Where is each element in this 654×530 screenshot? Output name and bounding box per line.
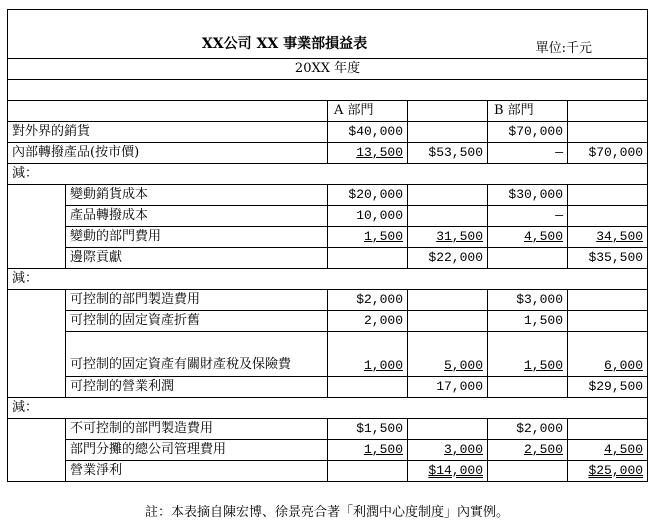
row-label: 內部轉撥產品(按市價) (8, 143, 328, 164)
table-row (8, 419, 648, 440)
cell-b1: $2,000 (488, 419, 568, 440)
report-period: 20XX 年度 (8, 59, 648, 80)
cell-a1 (328, 461, 408, 482)
income-statement-table (7, 9, 648, 482)
cell-b1: 1,500 (523, 358, 563, 373)
cell-a1: 10,000 (328, 206, 408, 227)
table-row (8, 290, 648, 311)
cell-b1: — (488, 206, 568, 227)
row-label: 可控制的固定資產折舊 (66, 311, 328, 332)
cell-b1: 1,500 (488, 311, 568, 332)
table-row (8, 461, 648, 482)
table-row (8, 311, 648, 332)
header-row (8, 101, 648, 122)
cell-b2 (568, 206, 648, 227)
cell-b1 (488, 461, 568, 482)
section-label: 減： (8, 398, 648, 419)
section-row (8, 398, 648, 419)
cell-a2 (408, 419, 488, 440)
income-statement (7, 9, 647, 482)
section-row (8, 164, 648, 185)
cell-a1: 1,500 (363, 229, 403, 244)
row-label: 不可控制的部門製造費用 (66, 419, 328, 440)
table-row (8, 377, 648, 398)
row-label: 產品轉撥成本 (66, 206, 328, 227)
cell-a1 (328, 248, 408, 269)
table-row (8, 185, 648, 206)
table-row (8, 227, 648, 248)
cell-b2: $25,000 (588, 463, 644, 478)
cell-b2: $29,500 (568, 377, 648, 398)
row-label: 變動的部門費用 (66, 227, 328, 248)
cell-a1: $1,500 (328, 419, 408, 440)
section-row (8, 269, 648, 290)
cell-b1: $3,000 (488, 290, 568, 311)
cell-b2: 6,000 (604, 358, 644, 373)
cell-a2: $53,500 (408, 143, 488, 164)
cell-b1: $70,000 (488, 122, 568, 143)
period-row (8, 59, 648, 80)
cell-a2 (408, 311, 488, 332)
cell-b1: 2,500 (523, 442, 563, 457)
cell-b1 (488, 248, 568, 269)
cell-a2 (408, 185, 488, 206)
cell-b1: 4,500 (523, 229, 563, 244)
row-label: 可控制的固定資產有關財產稅及保險費 (66, 332, 328, 377)
report-title: XX公司 XX 事業部損益表 (201, 36, 368, 52)
cell-a1: 2,000 (328, 311, 408, 332)
row-label: 變動銷貨成本 (66, 185, 328, 206)
table-row (8, 143, 648, 164)
cell-a2 (408, 290, 488, 311)
cell-a1: $2,000 (328, 290, 408, 311)
cell-b1: — (488, 143, 568, 164)
cell-b2 (568, 185, 648, 206)
row-label: 邊際貢獻 (66, 248, 328, 269)
cell-a2: $14,000 (428, 463, 483, 478)
row-label: 營業淨利 (66, 461, 328, 482)
row-label: 可控制的營業利潤 (66, 377, 328, 398)
section-label: 減： (8, 164, 648, 185)
table-row (8, 332, 648, 377)
row-label: 對外界的銷貨 (8, 122, 328, 143)
cell-a1: 1,500 (363, 442, 403, 457)
cell-a2: $22,000 (408, 248, 488, 269)
dept-b-header: B 部門 (488, 101, 568, 122)
cell-b1 (488, 377, 568, 398)
cell-a1: $40,000 (328, 122, 408, 143)
cell-a2: 5,000 (443, 358, 483, 373)
spacer-row (8, 80, 648, 101)
section-label: 減： (8, 269, 648, 290)
cell-b2 (568, 419, 648, 440)
table-row (8, 440, 648, 461)
dept-a-header: A 部門 (328, 101, 408, 122)
cell-b2: 34,500 (596, 229, 644, 244)
cell-a2: 3,000 (443, 442, 483, 457)
cell-a2 (408, 206, 488, 227)
table-row (8, 206, 648, 227)
cell-b2 (568, 311, 648, 332)
cell-a2: 31,500 (436, 229, 483, 244)
cell-a2: 17,000 (408, 377, 488, 398)
unit-label: 單位:千元 (535, 41, 592, 56)
cell-a2 (408, 122, 488, 143)
footnote: 註：本表摘自陳宏博、徐景亮合著「利潤中心度制度」內實例。 (144, 505, 509, 520)
cell-a1: $20,000 (328, 185, 408, 206)
cell-b2: 4,500 (604, 442, 644, 457)
table-row (8, 122, 648, 143)
cell-a1 (328, 377, 408, 398)
row-label: 部門分攤的總公司管理費用 (66, 440, 328, 461)
cell-b2 (568, 290, 648, 311)
cell-a1: 1,000 (363, 358, 403, 373)
table-row (8, 248, 648, 269)
row-label: 可控制的部門製造費用 (66, 290, 328, 311)
cell-b2: $35,500 (568, 248, 648, 269)
cell-b1: $30,000 (488, 185, 568, 206)
cell-b2: $70,000 (568, 143, 648, 164)
cell-a1: 13,500 (356, 145, 403, 160)
cell-b2 (568, 122, 648, 143)
